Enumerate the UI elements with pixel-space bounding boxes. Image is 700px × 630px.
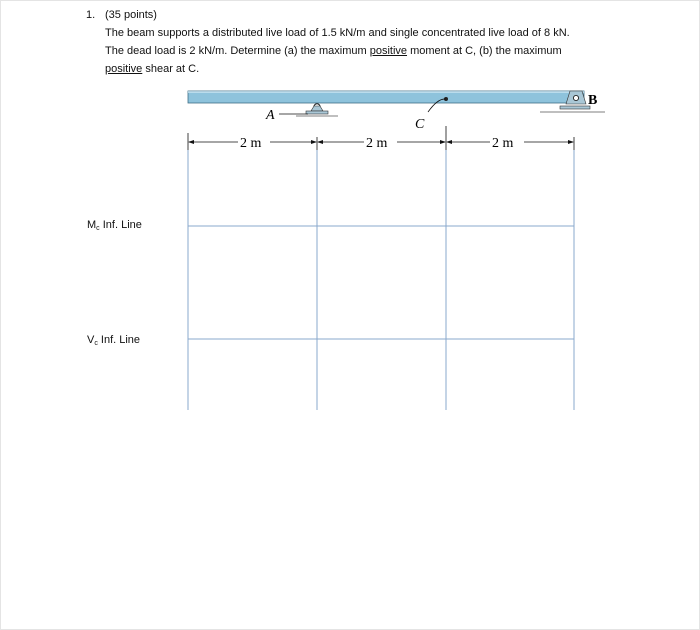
problem-number: 1. [86,9,96,21]
label-b: B [588,93,598,108]
dimension-1: 2 m [240,136,262,151]
influence-line-grid [188,150,574,410]
dimension-3: 2 m [492,136,514,151]
moment-influence-line-label: $M_c$ Inf. Line [87,219,142,232]
shear-influence-line-label: $V_c$ Inf. Line [87,334,141,347]
problem-points: (35 points) [105,9,157,21]
label-c: C [415,117,425,132]
dimension-2: 2 m [366,136,388,151]
problem-line-1: The beam supports a distributed live load of 1.5 kN/m and single concentrated live load of 8 kN. [105,27,570,39]
label-a: A [266,108,275,123]
problem-line-2-tail: moment at C, (b) the maximum [407,45,562,57]
beam [188,91,584,103]
underline-positive-a: positive [369,45,408,57]
underline-positive-b: positive [105,63,143,75]
problem-line-2-start: The dead load is 2 kN/m. Determine (a) the maximum [105,45,370,57]
problem-line-3-tail: shear at C. [142,63,200,75]
